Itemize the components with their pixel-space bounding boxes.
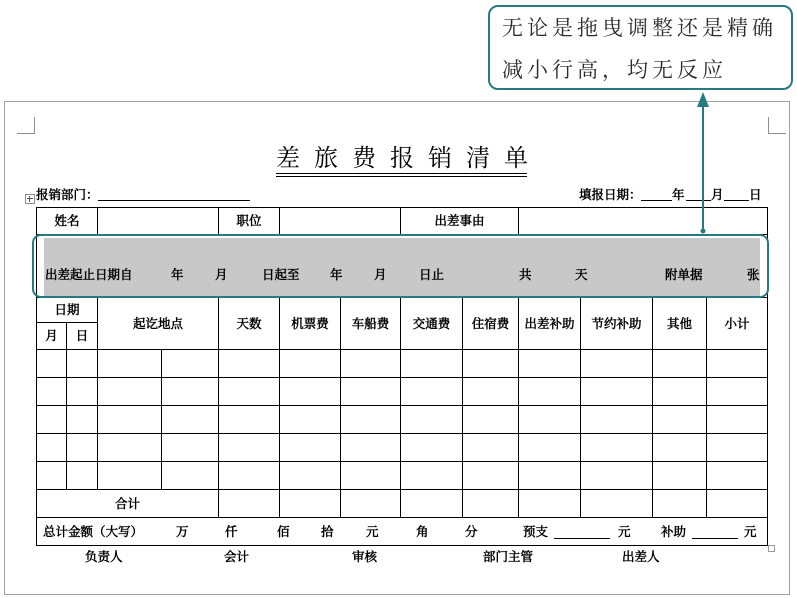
expense-cell-subtotal[interactable] xyxy=(707,378,768,406)
expense-cell-airfare[interactable] xyxy=(280,350,341,378)
expense-cell-airfare[interactable] xyxy=(280,434,341,462)
column-header-route: 起讫地点 xyxy=(98,298,219,350)
expense-cell-lodging[interactable] xyxy=(463,406,519,434)
selection-highlight xyxy=(44,238,760,296)
expense-cell-other[interactable] xyxy=(653,462,707,490)
period-row-selected[interactable] xyxy=(37,235,768,298)
subtotal-row xyxy=(37,490,768,518)
expense-cell-month[interactable] xyxy=(37,406,67,434)
expense-cell-to[interactable] xyxy=(162,406,219,434)
allowance-fill-line[interactable] xyxy=(692,538,738,539)
expense-cell-day[interactable] xyxy=(67,462,98,490)
margin-mark-top-right-h xyxy=(768,133,786,134)
column-header-row xyxy=(37,298,768,323)
attachments-label: 附单据 xyxy=(665,267,703,282)
grand-total-label: 总计金额（大写） xyxy=(43,524,144,539)
expense-cell-from[interactable] xyxy=(98,378,162,406)
dept-fill-line[interactable] xyxy=(98,200,250,201)
expense-cell-travel-allowance[interactable] xyxy=(519,350,581,378)
expense-cell-airfare[interactable] xyxy=(280,406,341,434)
unit-jiao: 角 xyxy=(416,524,429,539)
expense-cell-days[interactable] xyxy=(219,462,280,490)
table-move-handle-icon[interactable] xyxy=(25,194,35,204)
expense-cell-other[interactable] xyxy=(653,350,707,378)
expense-cell-ship-fare[interactable] xyxy=(341,406,401,434)
advance-unit: 元 xyxy=(618,524,631,539)
expense-cell-subtotal[interactable] xyxy=(707,350,768,378)
unit-yuan: 元 xyxy=(366,524,379,539)
expense-cell-subtotal[interactable] xyxy=(707,434,768,462)
expense-row xyxy=(37,406,768,434)
unit-qian: 仟 xyxy=(225,524,238,539)
column-header-day: 日 xyxy=(67,323,98,350)
expense-cell-travel-allowance[interactable] xyxy=(519,378,581,406)
expense-cell-lodging[interactable] xyxy=(463,462,519,490)
expense-row xyxy=(37,350,768,378)
expense-cell-subtotal[interactable] xyxy=(707,406,768,434)
column-header-date: 日期 xyxy=(37,298,98,323)
fill-date-label: 填报日期： xyxy=(579,187,642,202)
column-header-subtotal: 小计 xyxy=(707,298,768,350)
info-row xyxy=(37,208,768,235)
expense-cell-from[interactable] xyxy=(98,462,162,490)
margin-mark-top-right-v xyxy=(768,117,769,134)
allowance-label: 补助 xyxy=(661,524,687,539)
expense-cell-savings-bonus[interactable] xyxy=(581,378,653,406)
callout-line-2: 减小行高，均无反应 xyxy=(502,58,727,82)
period-end-year: 年 xyxy=(330,267,343,282)
callout-line-1: 无论是拖曳调整还是精确 xyxy=(502,16,777,40)
advance-fill-line[interactable] xyxy=(554,538,610,539)
expense-cell-to[interactable] xyxy=(162,462,219,490)
expense-cell-travel-allowance[interactable] xyxy=(519,406,581,434)
subtotal-cell-travel-allowance[interactable] xyxy=(519,490,581,518)
expense-cell-other[interactable] xyxy=(653,378,707,406)
expense-cell-month[interactable] xyxy=(37,434,67,462)
subtotal-label: 合计 xyxy=(37,490,219,518)
expense-cell-day[interactable] xyxy=(67,350,98,378)
name-value-cell[interactable] xyxy=(98,208,219,235)
position-value-cell[interactable] xyxy=(280,208,401,235)
period-end-day: 日止 xyxy=(419,267,445,282)
expense-row xyxy=(37,434,768,462)
subtotal-cell-transport[interactable] xyxy=(401,490,463,518)
period-start-day: 日起至 xyxy=(262,267,300,282)
allowance-unit: 元 xyxy=(744,524,757,539)
expense-cell-ship-fare[interactable] xyxy=(341,462,401,490)
reason-value-cell[interactable] xyxy=(519,208,768,235)
expense-cell-travel-allowance[interactable] xyxy=(519,434,581,462)
expense-table xyxy=(36,207,768,546)
column-header-month: 月 xyxy=(37,323,67,350)
fill-month-label: 月 xyxy=(711,187,724,202)
margin-mark-top-left-v xyxy=(34,117,35,134)
expense-cell-transport[interactable] xyxy=(401,406,463,434)
period-start-label: 出差起止日期自 xyxy=(45,267,133,282)
expense-cell-transport[interactable] xyxy=(401,350,463,378)
expense-cell-airfare[interactable] xyxy=(280,462,341,490)
signature-dept-head: 部门主管 xyxy=(483,549,534,564)
expense-cell-to[interactable] xyxy=(162,378,219,406)
subtotal-cell-subtotal[interactable] xyxy=(707,490,768,518)
advance-label: 预支 xyxy=(523,524,549,539)
attachments-unit: 张 xyxy=(747,267,760,282)
subtotal-cell-lodging[interactable] xyxy=(463,490,519,518)
column-header-lodging: 住宿费 xyxy=(463,298,519,350)
expense-cell-savings-bonus[interactable] xyxy=(581,434,653,462)
fill-year-label: 年 xyxy=(672,187,685,202)
expense-cell-to[interactable] xyxy=(162,350,219,378)
subtotal-cell-days[interactable] xyxy=(219,490,280,518)
annotation-callout xyxy=(488,5,793,90)
expense-cell-ship-fare[interactable] xyxy=(341,350,401,378)
expense-cell-days[interactable] xyxy=(219,350,280,378)
signature-accountant: 会计 xyxy=(224,549,250,564)
expense-cell-month[interactable] xyxy=(37,462,67,490)
grand-total-cell[interactable] xyxy=(37,518,768,546)
expense-cell-savings-bonus[interactable] xyxy=(581,350,653,378)
expense-cell-transport[interactable] xyxy=(401,378,463,406)
expense-cell-day[interactable] xyxy=(67,434,98,462)
expense-row xyxy=(37,462,768,490)
grand-total-row xyxy=(37,518,768,546)
fill-year-line[interactable] xyxy=(641,200,672,201)
expense-cell-days[interactable] xyxy=(219,378,280,406)
expense-cell-transport[interactable] xyxy=(401,434,463,462)
expense-cell-transport[interactable] xyxy=(401,462,463,490)
expense-cell-days[interactable] xyxy=(219,406,280,434)
expense-cell-from[interactable] xyxy=(98,406,162,434)
period-start-month: 月 xyxy=(215,267,228,282)
subtotal-cell-savings-bonus[interactable] xyxy=(581,490,653,518)
subtotal-cell-ship-fare[interactable] xyxy=(341,490,401,518)
position-label: 职位 xyxy=(219,208,280,235)
expense-cell-day[interactable] xyxy=(67,378,98,406)
signature-auditor: 审核 xyxy=(352,549,378,564)
expense-cell-lodging[interactable] xyxy=(463,350,519,378)
unit-fen: 分 xyxy=(465,524,478,539)
fill-month-line[interactable] xyxy=(686,200,711,201)
column-header-transport: 交通费 xyxy=(401,298,463,350)
expense-cell-day[interactable] xyxy=(67,406,98,434)
expense-cell-lodging[interactable] xyxy=(463,378,519,406)
expense-cell-to[interactable] xyxy=(162,434,219,462)
expense-cell-ship-fare[interactable] xyxy=(341,378,401,406)
unit-shi: 拾 xyxy=(321,524,334,539)
signature-traveler: 出差人 xyxy=(622,549,660,564)
table-resize-handle-icon[interactable] xyxy=(768,545,775,552)
column-header-other: 其他 xyxy=(653,298,707,350)
expense-cell-other[interactable] xyxy=(653,406,707,434)
unit-wan: 万 xyxy=(176,524,189,539)
unit-bai: 佰 xyxy=(277,524,290,539)
expense-cell-from[interactable] xyxy=(98,434,162,462)
subtotal-cell-airfare[interactable] xyxy=(280,490,341,518)
expense-cell-savings-bonus[interactable] xyxy=(581,462,653,490)
expense-cell-other[interactable] xyxy=(653,434,707,462)
period-end-month: 月 xyxy=(374,267,387,282)
subtotal-cell-other[interactable] xyxy=(653,490,707,518)
document-title: 差旅费报销清单 xyxy=(276,144,527,177)
column-header-savings-bonus: 节约补助 xyxy=(581,298,653,350)
column-header-ship-fare: 车船费 xyxy=(341,298,401,350)
fill-day-label: 日 xyxy=(749,187,762,202)
period-days-unit: 天 xyxy=(575,267,588,282)
reason-label: 出差事由 xyxy=(401,208,519,235)
expense-cell-subtotal[interactable] xyxy=(707,462,768,490)
dept-label: 报销部门： xyxy=(36,187,99,202)
expense-cell-savings-bonus[interactable] xyxy=(581,406,653,434)
expense-row xyxy=(37,378,768,406)
signature-responsible: 负责人 xyxy=(85,549,123,564)
expense-cell-days[interactable] xyxy=(219,434,280,462)
expense-cell-month[interactable] xyxy=(37,350,67,378)
expense-cell-lodging[interactable] xyxy=(463,434,519,462)
column-header-days: 天数 xyxy=(219,298,280,350)
column-header-travel-allowance: 出差补助 xyxy=(519,298,581,350)
period-start-year: 年 xyxy=(171,267,184,282)
expense-cell-travel-allowance[interactable] xyxy=(519,462,581,490)
period-cell[interactable] xyxy=(37,235,768,298)
period-total-label: 共 xyxy=(519,267,532,282)
margin-mark-top-left-h xyxy=(17,133,35,134)
name-label: 姓名 xyxy=(37,208,98,235)
expense-cell-airfare[interactable] xyxy=(280,378,341,406)
fill-day-line[interactable] xyxy=(724,200,749,201)
expense-cell-ship-fare[interactable] xyxy=(341,434,401,462)
expense-cell-month[interactable] xyxy=(37,378,67,406)
expense-cell-from[interactable] xyxy=(98,350,162,378)
column-header-airfare: 机票费 xyxy=(280,298,341,350)
